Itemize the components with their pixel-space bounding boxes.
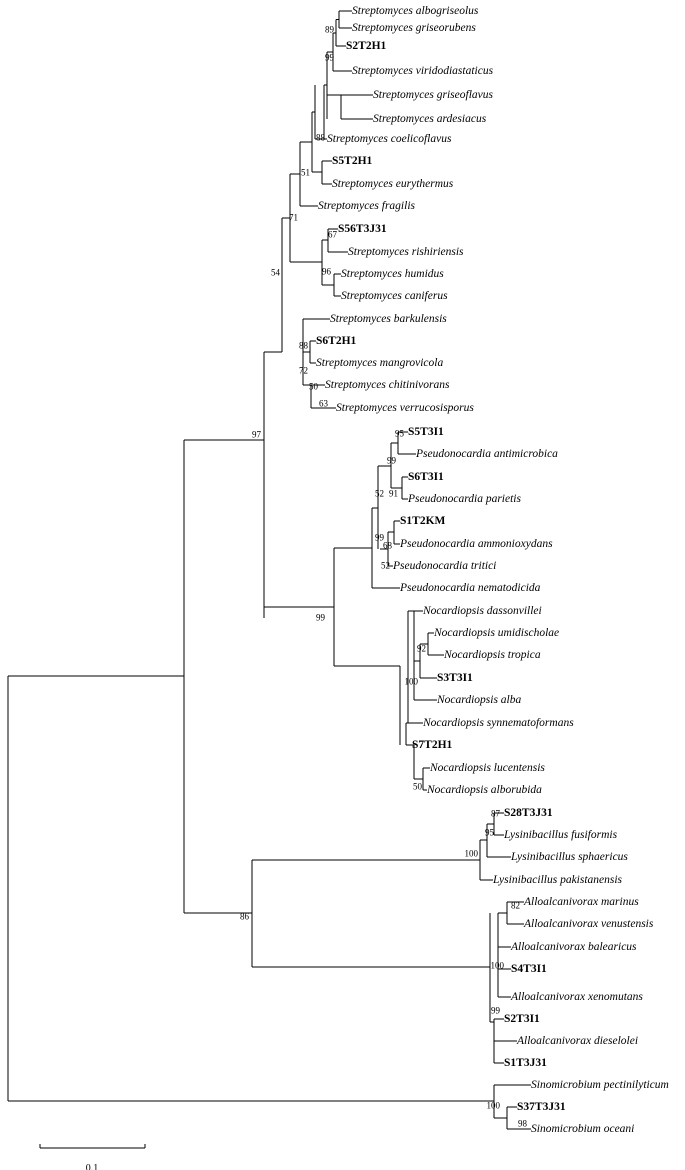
taxon-label: Streptomyces viridodiastaticus [352,65,494,77]
bootstrap-support-value: 88 [316,132,325,143]
taxon-label: Pseudonocardia nematodicida [400,582,541,594]
taxon-label: Pseudonocardia tritici [393,560,497,572]
bootstrap-support-value: 99 [316,612,325,623]
taxon-label: S3T3I1 [437,672,473,684]
bootstrap-support-value: 51 [301,167,310,178]
taxon-label: S1T3J31 [504,1057,547,1069]
bootstrap-support-value: 87 [491,808,500,819]
taxon-label: Streptomyces ardesiacus [373,113,487,125]
bootstrap-support-value: 95 [485,827,494,838]
taxon-label: Nocardiopsis tropica [444,649,541,661]
taxon-label: Streptomyces verrucosisporus [336,402,474,414]
taxon-label: S56T3J31 [338,223,387,235]
scale-bar-label: 0.1 [85,1163,99,1170]
bootstrap-support-value: 99 [387,455,396,466]
taxon-label: Pseudonocardia antimicrobica [416,448,558,460]
bootstrap-support-value: 96 [322,266,331,277]
taxon-label: Alloalcanivorax marinus [524,896,639,908]
bootstrap-support-value: 82 [511,900,520,911]
taxon-label: Streptomyces griseoflavus [373,89,493,101]
taxon-label: Nocardiopsis alba [437,694,522,706]
taxon-label: Streptomyces fragilis [318,200,415,212]
bootstrap-support-value: 68 [383,540,392,551]
bootstrap-support-value: 72 [299,365,308,376]
bootstrap-support-value: 100 [486,1100,500,1111]
taxon-label: Nocardiopsis lucentensis [430,762,545,774]
bootstrap-support-value: 50 [413,781,422,792]
bootstrap-support-value: 71 [289,212,298,223]
bootstrap-support-value: 99 [375,532,384,543]
taxon-label: Streptomyces eurythermus [332,178,454,190]
taxon-label: S2T3I1 [504,1013,540,1025]
bootstrap-support-value: 63 [319,398,328,409]
bootstrap-support-value: 52 [381,560,390,571]
taxon-label: Lysinibacillus sphaericus [511,851,628,863]
bootstrap-support-value: 97 [252,429,261,440]
taxon-label: Nocardiopsis dassonvillei [423,605,542,617]
taxon-label: Alloalcanivorax venustensis [524,918,654,930]
bootstrap-support-value: 99 [325,52,334,63]
taxon-label: Streptomyces barkulensis [330,313,447,325]
taxon-label: S1T2KM [400,515,446,527]
taxon-label: Lysinibacillus fusiformis [504,829,618,841]
bootstrap-support-value: 67 [328,229,337,240]
taxon-label: S7T2H1 [412,739,453,751]
taxon-label: Streptomyces albogriseolus [352,5,479,17]
taxon-label: Alloalcanivorax dieselolei [517,1035,639,1047]
bootstrap-support-value: 92 [417,643,426,654]
taxon-label: Alloalcanivorax balearicus [511,941,637,953]
taxon-label: S6T3I1 [408,471,444,483]
bootstrap-support-value: 88 [299,340,308,351]
taxon-label: S37T3J31 [517,1101,566,1113]
taxon-label: Alloalcanivorax xenomutans [511,991,643,1003]
taxon-label: Sinomicrobium oceani [531,1123,635,1135]
taxon-label: Streptomyces coelicoflavus [327,133,452,145]
taxon-label: Nocardiopsis umidischolae [434,627,560,639]
bootstrap-support-value: 54 [271,267,280,278]
taxon-label: Nocardiopsis synnematoformans [423,717,574,729]
taxon-label: Pseudonocardia ammonioxydans [400,538,553,550]
taxon-label: S4T3I1 [511,963,547,975]
taxon-label: Streptomyces griseorubens [352,22,476,34]
bootstrap-support-value: 100 [404,676,418,687]
taxon-label: S6T2H1 [316,335,357,347]
taxon-label: Lysinibacillus pakistanensis [493,874,623,886]
taxon-label: Nocardiopsis alborubida [427,784,542,796]
taxon-label: S5T3I1 [408,426,444,438]
taxon-label: S5T2H1 [332,155,373,167]
bootstrap-support-value: 86 [240,911,249,922]
taxon-label: Streptomyces rishiriensis [348,246,464,258]
taxon-label: S28T3J31 [504,807,553,819]
taxon-label: S2T2H1 [346,40,387,52]
taxon-label: Streptomyces chitinivorans [325,379,450,391]
taxon-label: Sinomicrobium pectinilyticum [531,1079,669,1091]
taxon-label: Streptomyces humidus [341,268,444,280]
bootstrap-support-value: 99 [491,1005,500,1016]
bootstrap-support-value: 100 [490,960,504,971]
bootstrap-support-value: 98 [518,1118,527,1129]
bootstrap-support-value: 95 [395,428,404,439]
taxon-label: Streptomyces caniferus [341,290,448,302]
bootstrap-support-value: 91 [389,488,398,499]
bootstrap-support-value: 100 [464,848,478,859]
bootstrap-support-value: 89 [325,24,334,35]
taxon-label: Streptomyces mangrovicola [316,357,444,369]
taxon-label: Pseudonocardia parietis [408,493,521,505]
bootstrap-support-value: 52 [375,488,384,499]
bootstrap-support-value: 50 [309,381,318,392]
